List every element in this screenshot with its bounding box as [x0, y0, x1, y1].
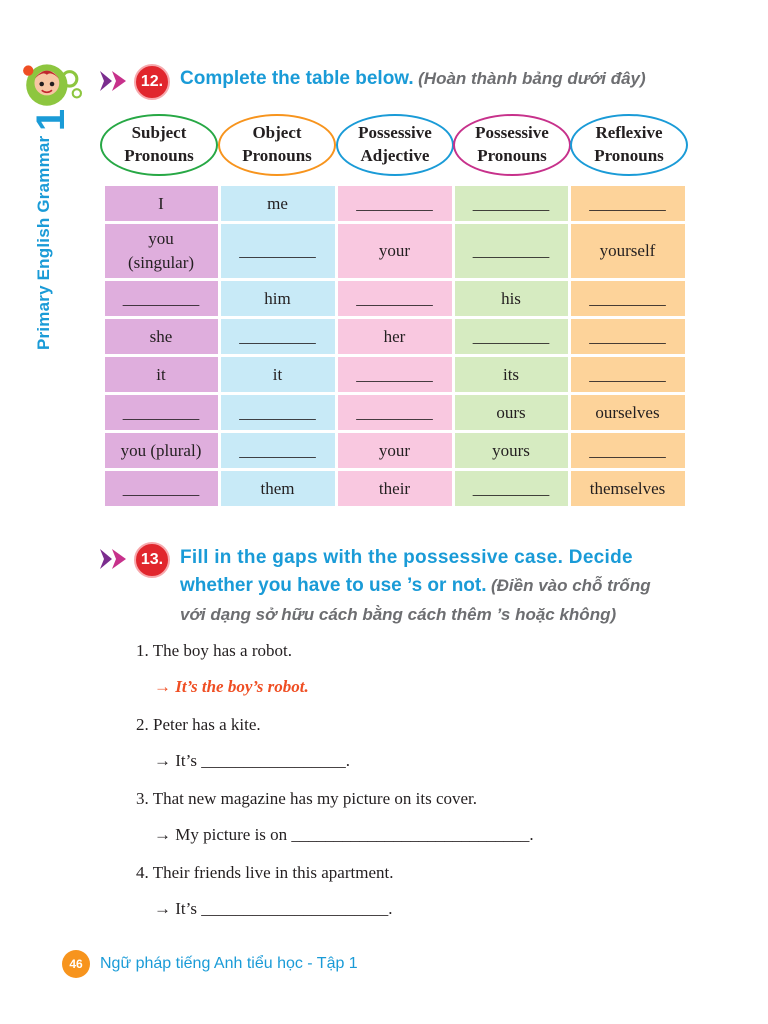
table-cell: ourselves — [571, 395, 685, 430]
table-cell: she — [105, 319, 218, 354]
table-cell[interactable]: _________ — [571, 281, 685, 316]
table-cell: yourself — [571, 224, 685, 278]
example-answer: → It’s the boy’s robot. — [154, 677, 309, 696]
table-row — [103, 395, 688, 433]
exercise-instruction: Complete the table below. — [180, 68, 414, 89]
table-cell: her — [338, 319, 452, 354]
double-chevron-icon — [98, 546, 132, 572]
header-reflexive-pronouns: Reflexive Pronouns — [570, 114, 688, 176]
table-cell[interactable]: _________ — [338, 281, 452, 316]
question-2: 2. Peter has a kite. — [136, 715, 261, 734]
page-footer — [62, 950, 358, 978]
table-cell: their — [338, 471, 452, 506]
table-cell: his — [455, 281, 568, 316]
exercise-13-header — [98, 542, 690, 629]
book-title: Primary English Grammar — [34, 135, 53, 350]
exercise-12-header — [98, 64, 646, 100]
exercise-instruction-vi: (Điền vào chỗ trống — [490, 576, 651, 595]
exercise-instruction-line1: Fill in the gaps with the possessive case. Decide — [180, 547, 633, 568]
table-cell[interactable]: _________ — [571, 357, 685, 392]
table-cell: you (singular) — [105, 224, 218, 278]
table-row — [103, 357, 688, 395]
table-cell: your — [338, 433, 452, 468]
table-cell: ours — [455, 395, 568, 430]
table-cell: its — [455, 357, 568, 392]
table-cell: me — [221, 186, 335, 221]
question-1: 1. The boy has a robot. — [136, 641, 292, 660]
table-cell[interactable]: _________ — [105, 281, 218, 316]
question-3: 3. That new magazine has my picture on its cover. — [136, 789, 478, 808]
table-header-ovals — [100, 114, 690, 178]
table-cell[interactable]: _________ — [221, 319, 335, 354]
table-cell: it — [105, 357, 218, 392]
table-cell[interactable]: _________ — [221, 395, 335, 430]
answer-line-2[interactable]: → It’s _________________. — [154, 751, 350, 770]
footer-book-title: Ngữ pháp tiếng Anh tiểu học - Tập 1 — [100, 955, 358, 972]
table-cell[interactable]: _________ — [221, 224, 335, 278]
table-cell[interactable]: _________ — [571, 319, 685, 354]
table-cell[interactable]: _________ — [338, 357, 452, 392]
table-cell[interactable]: _________ — [338, 186, 452, 221]
exercise-instruction-vi: (Hoàn thành bảng dưới đây) — [418, 69, 646, 88]
table-cell[interactable]: _________ — [571, 186, 685, 221]
table-cell[interactable]: _________ — [338, 395, 452, 430]
header-subject-pronouns: Subject Pronouns — [100, 114, 218, 176]
header-possessive-pronouns: Possessive Pronouns — [453, 114, 571, 176]
table-cell: your — [338, 224, 452, 278]
answer-line-3[interactable]: → My picture is on ____________________________. — [154, 825, 534, 844]
table-cell: yours — [455, 433, 568, 468]
header-possessive-adjective: Possessive Adjective — [336, 114, 454, 176]
table-cell[interactable]: _________ — [455, 471, 568, 506]
table-row — [103, 186, 688, 224]
book-number: 1 — [29, 108, 74, 132]
table-cell: I — [105, 186, 218, 221]
table-row — [103, 471, 688, 509]
exercise-13-items — [136, 640, 534, 936]
answer-line-4[interactable]: → It’s ______________________. — [154, 899, 393, 918]
table-cell[interactable]: _________ — [455, 319, 568, 354]
table-cell[interactable]: _________ — [571, 433, 685, 468]
header-object-pronouns: Object Pronouns — [218, 114, 336, 176]
table-cell: you (plural) — [105, 433, 218, 468]
table-cell: themselves — [571, 471, 685, 506]
table-cell[interactable]: _________ — [455, 224, 568, 278]
exercise-instruction-vi-line3: với dạng sở hữu cách bằng cách thêm ’s hoặc không) — [180, 605, 617, 624]
table-cell[interactable]: _________ — [105, 471, 218, 506]
double-chevron-icon — [98, 68, 132, 94]
exercise-number-badge: 12. — [134, 64, 170, 100]
exercise-instruction-line2: whether you have to use ’s or not. — [180, 575, 487, 596]
exercise-number-badge: 13. — [134, 542, 170, 578]
table-row — [103, 224, 688, 281]
mascot-logo-icon — [20, 56, 82, 110]
table-cell[interactable]: _________ — [455, 186, 568, 221]
table-row — [103, 319, 688, 357]
table-cell: him — [221, 281, 335, 316]
table-cell: them — [221, 471, 335, 506]
table-cell: it — [221, 357, 335, 392]
page-number-badge: 46 — [62, 950, 90, 978]
table-row — [103, 281, 688, 319]
table-cell[interactable]: _________ — [105, 395, 218, 430]
question-4: 4. Their friends live in this apartment. — [136, 863, 394, 882]
table-row — [103, 433, 688, 471]
pronoun-table — [103, 186, 688, 509]
table-cell[interactable]: _________ — [221, 433, 335, 468]
